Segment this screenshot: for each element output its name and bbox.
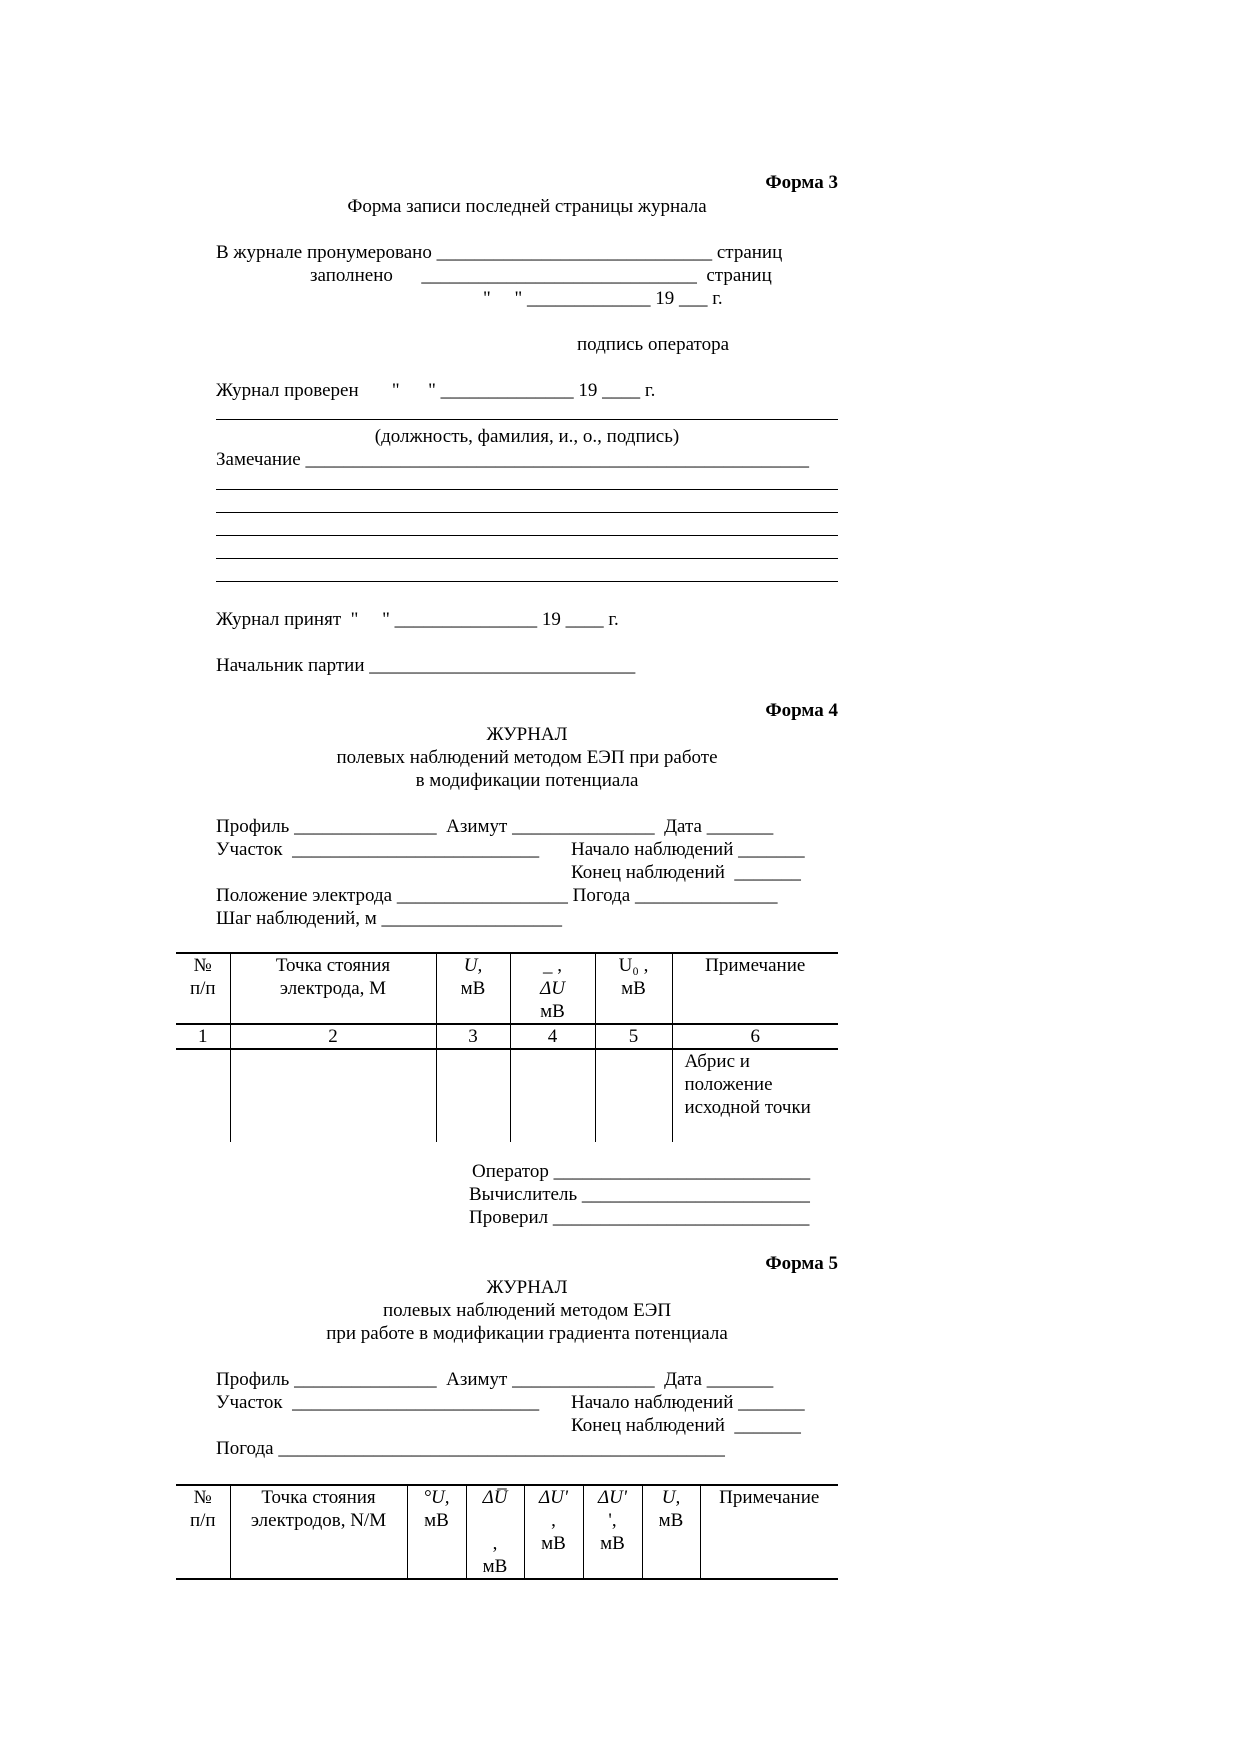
form3-operator-signature: подпись оператора xyxy=(577,334,729,355)
form4-cell xyxy=(595,1049,672,1142)
form4-start-observations: Начало наблюдений _______ xyxy=(571,839,805,860)
form4-header-point: Точка стояния электрода, М xyxy=(230,953,436,1024)
form4-header-row xyxy=(176,953,838,1024)
form4-verified-line: Проверил ___________________________ xyxy=(469,1207,810,1228)
form4-number-row xyxy=(176,1024,838,1049)
form3-accepted-line: Журнал принят " " _______________ 19 ____ г. xyxy=(216,609,619,630)
form4-header-number: № п/п xyxy=(176,953,230,1024)
form4-header-u: U, мВ xyxy=(436,953,510,1024)
form5-area-field: Участок __________________________ xyxy=(216,1392,540,1413)
form5-header-delta-u-mean: ΔU̅ , мВ xyxy=(466,1485,524,1579)
form3-chief-line: Начальник партии ____________________________ xyxy=(216,655,636,676)
form3-title: Форма записи последней страницы журнала xyxy=(347,196,707,217)
form4-profile-row: Профиль _______________ Азимут _______________ Дата _______ xyxy=(216,816,774,837)
form5-header-u: °U, мВ xyxy=(407,1485,466,1579)
form4-title-2: полевых наблюдений методом ЕЭП при работе xyxy=(336,747,718,768)
form4-label: Форма 4 xyxy=(765,700,838,721)
form4-step-row: Шаг наблюдений, м ___________________ xyxy=(216,908,563,929)
form4-area-field: Участок __________________________ xyxy=(216,839,540,860)
form4-cell xyxy=(510,1049,595,1142)
form4-table xyxy=(176,952,838,1142)
form4-col-num-4: 4 xyxy=(510,1024,595,1049)
form4-header-u0: U₀ , мВ xyxy=(595,953,672,1024)
form5-title-1: ЖУРНАЛ xyxy=(486,1277,568,1298)
form4-cell xyxy=(230,1049,436,1142)
form3-label: Форма 3 xyxy=(765,172,838,193)
form3-date-line: " " _____________ 19 ___ г. xyxy=(483,288,723,309)
form4-col-num-1: 1 xyxy=(176,1024,230,1049)
form3-checked-line: Журнал проверен " " ______________ 19 ____ г. xyxy=(216,380,656,401)
remark-rule-5 xyxy=(216,581,838,582)
form4-electrode-row: Положение электрода __________________ Погода _______________ xyxy=(216,885,778,906)
form4-title-3: в модификации потенциала xyxy=(415,770,639,791)
form3-signature-rule xyxy=(216,419,838,420)
form4-col-num-5: 5 xyxy=(595,1024,672,1049)
form5-header-note: Примечание xyxy=(700,1485,838,1579)
form4-note-cell: Абрис и положение исходной точки xyxy=(672,1049,838,1142)
remark-rule-2 xyxy=(216,512,838,513)
form5-title-2: полевых наблюдений методом ЕЭП xyxy=(382,1300,672,1321)
remark-rule-4 xyxy=(216,558,838,559)
form5-start-observations: Начало наблюдений _______ xyxy=(571,1392,805,1413)
form4-col-num-2: 2 xyxy=(230,1024,436,1049)
form5-label: Форма 5 xyxy=(765,1253,838,1274)
form4-col-num-3: 3 xyxy=(436,1024,510,1049)
form5-title-3: при работе в модификации градиента потенциала xyxy=(326,1323,728,1344)
form5-end-observations: Конец наблюдений _______ xyxy=(571,1415,801,1436)
form5-header-point: Точка стояния электродов, N/M xyxy=(230,1485,407,1579)
form4-cell xyxy=(176,1049,230,1142)
form4-cell xyxy=(436,1049,510,1142)
form4-col-num-6: 6 xyxy=(672,1024,838,1049)
form5-header-u-last: U, мВ xyxy=(642,1485,700,1579)
form4-header-note: Примечание xyxy=(672,953,838,1024)
form5-header-row xyxy=(176,1485,838,1579)
form4-header-delta-u: _ , ΔU мВ xyxy=(510,953,595,1024)
form5-table xyxy=(176,1484,838,1580)
form4-calculator-line: Вычислитель ________________________ xyxy=(469,1184,810,1205)
form5-header-number: № п/п xyxy=(176,1485,230,1579)
form4-title-1: ЖУРНАЛ xyxy=(486,724,568,745)
remark-rule-3 xyxy=(216,535,838,536)
form3-position-caption: (должность, фамилия, и., о., подпись) xyxy=(374,426,680,447)
remark-rule-1 xyxy=(216,489,838,490)
form5-profile-row: Профиль _______________ Азимут _______________ Дата _______ xyxy=(216,1369,774,1390)
form4-operator-line: Оператор ___________________________ xyxy=(472,1161,811,1182)
form5-weather-row: Погода _______________________________________________ xyxy=(216,1438,725,1459)
form4-end-observations: Конец наблюдений _______ xyxy=(571,862,801,883)
form5-header-delta-u-prime: ΔU' , мВ xyxy=(524,1485,583,1579)
form5-header-delta-u-double-prime: ΔU' ', мВ xyxy=(583,1485,642,1579)
form3-numbered-line: В журнале пронумеровано _____________________________ страниц xyxy=(216,242,783,263)
form4-body-row xyxy=(176,1049,838,1142)
form3-filled-line: заполнено _____________________________ страниц xyxy=(310,265,772,286)
form3-remark-line: Замечание _____________________________________________________ xyxy=(216,449,809,470)
